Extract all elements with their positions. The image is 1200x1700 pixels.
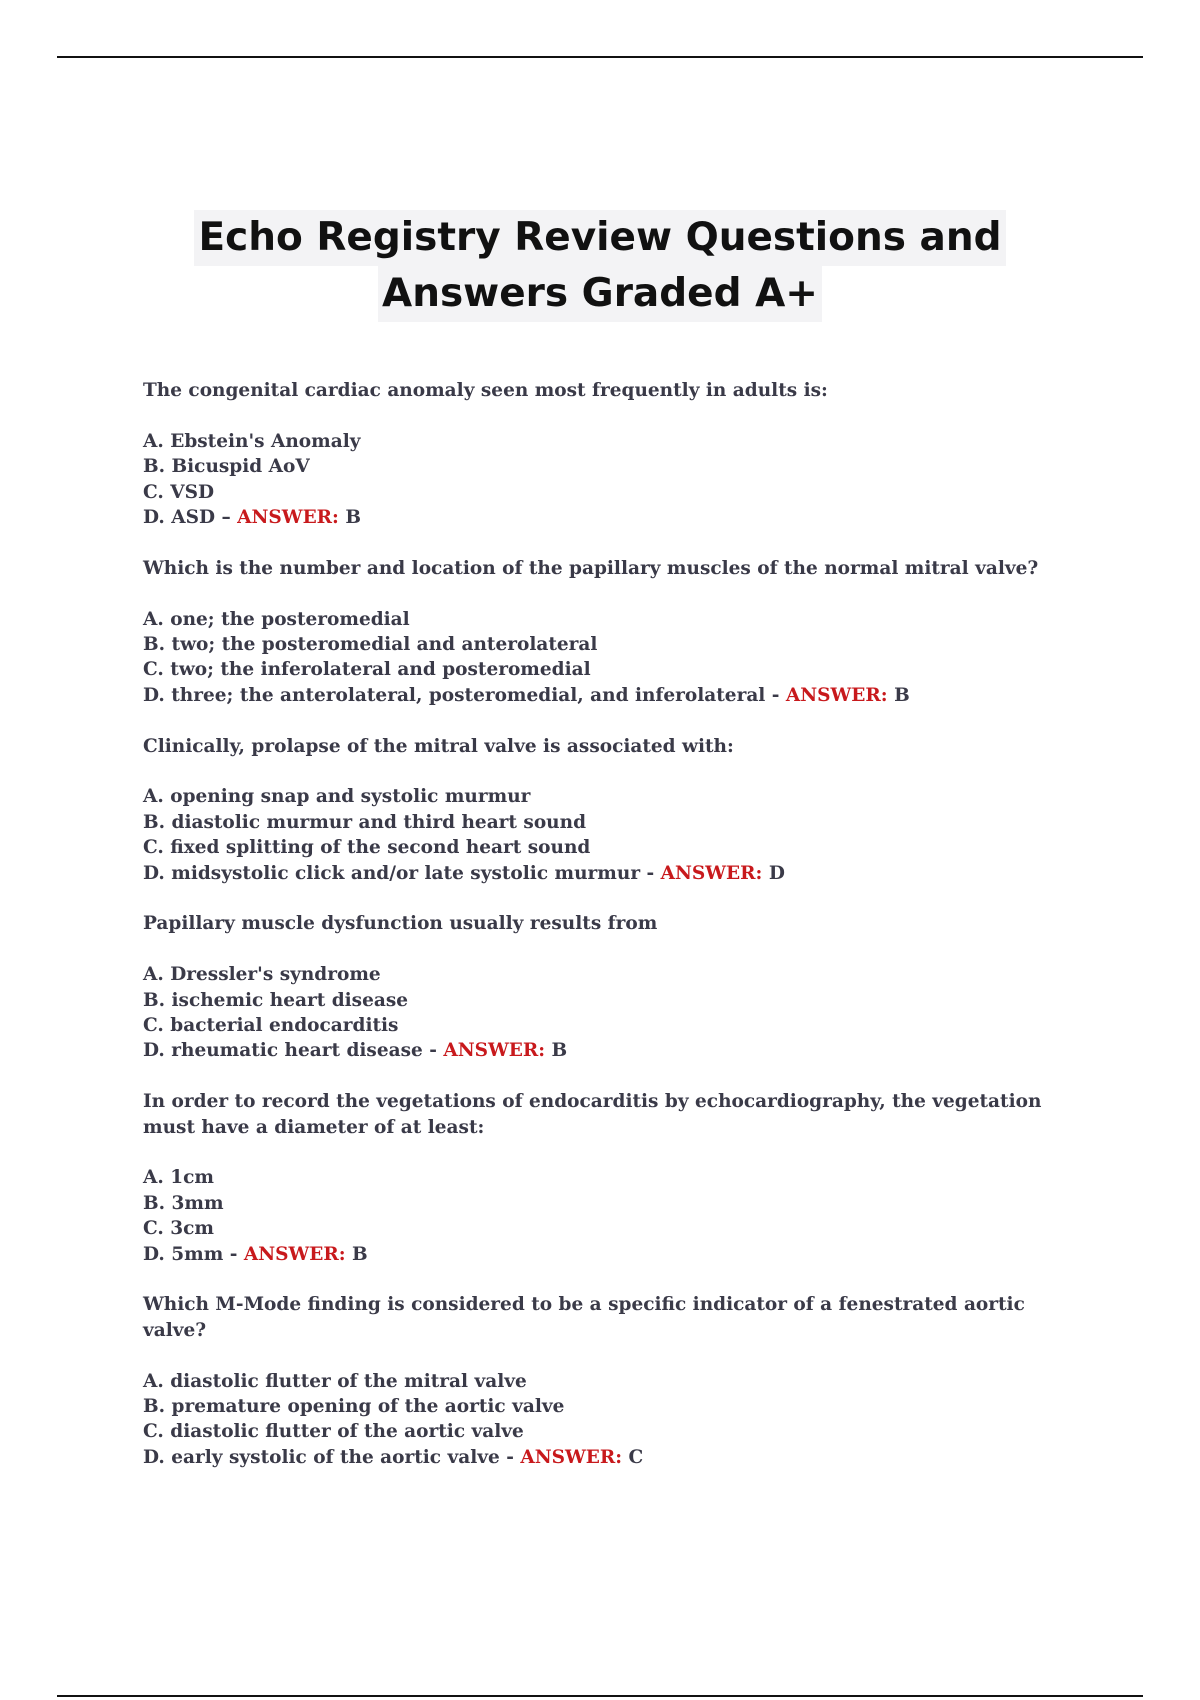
qa-block: [143, 556, 1073, 708]
title-line-2: Answers Graded A+: [378, 266, 822, 322]
answer-value: B: [551, 1040, 568, 1062]
option-c: C. VSD: [143, 481, 215, 503]
option-a: A. Ebstein's Anomaly: [143, 430, 361, 452]
option-d: D. ASD –: [143, 507, 231, 529]
answer-label: ANSWER:: [660, 862, 763, 884]
options-list: [143, 784, 1073, 886]
question-text: Which M-Mode finding is considered to be a specific indicator of a fenestrated aortic valve?: [143, 1294, 1025, 1341]
option-c: C. 3cm: [143, 1218, 214, 1240]
option-a: A. opening snap and systolic murmur: [143, 786, 531, 808]
qa-block: [143, 1089, 1073, 1267]
option-d-line: [143, 861, 1073, 886]
top-rule: [57, 56, 1143, 58]
question-text: The congenital cardiac anomaly seen most frequently in adults is:: [143, 380, 828, 401]
option-a: A. one; the posteromedial: [143, 608, 410, 630]
option-d-line: [143, 1038, 1073, 1063]
qa-block: [143, 734, 1073, 886]
options-list: [143, 607, 1073, 709]
answer-value: B: [894, 684, 910, 706]
answer-value: D: [768, 862, 785, 884]
qa-block: [143, 378, 1073, 530]
option-d-line: [143, 1445, 1073, 1470]
qa-block: [143, 1292, 1073, 1470]
option-a: A. Dressler's syndrome: [143, 964, 381, 986]
option-b: B. 3mm: [143, 1192, 224, 1214]
qa-block: [143, 911, 1073, 1063]
answer-value: C: [628, 1446, 644, 1468]
option-a: A. 1cm: [143, 1167, 214, 1189]
option-d: D. three; the anterolateral, posteromedial, and inferolateral -: [143, 684, 780, 706]
options-list: [143, 1369, 1073, 1471]
option-d: D. rheumatic heart disease -: [143, 1040, 437, 1062]
option-d: D. 5mm -: [143, 1243, 238, 1265]
option-c: C. two; the inferolateral and posteromedial: [143, 659, 591, 681]
option-d-line: [143, 1242, 1073, 1267]
answer-label: ANSWER:: [243, 1243, 346, 1265]
bottom-rule: [57, 1695, 1143, 1697]
qa-content: [143, 378, 1073, 1496]
option-c: C. bacterial endocarditis: [143, 1015, 399, 1037]
option-b: B. diastolic murmur and third heart sound: [143, 811, 587, 833]
answer-value: B: [352, 1243, 368, 1265]
option-c: C. diastolic flutter of the aortic valve: [143, 1421, 524, 1443]
option-d: D. midsystolic click and/or late systolic murmur -: [143, 862, 655, 884]
options-list: [143, 429, 1073, 531]
option-b: B. premature opening of the aortic valve: [143, 1396, 565, 1418]
option-b: B. two; the posteromedial and anterolateral: [143, 634, 598, 656]
options-list: [143, 962, 1073, 1064]
question-text: In order to record the vegetations of endocarditis by echocardiography, the vegetation must have a diameter of at least:: [143, 1091, 1042, 1138]
option-b: B. ischemic heart disease: [143, 989, 409, 1011]
answer-label: ANSWER:: [237, 507, 339, 529]
option-c: C. fixed splitting of the second heart sound: [143, 837, 591, 859]
option-d-line: [143, 505, 1073, 530]
answer-label: ANSWER:: [443, 1040, 546, 1062]
option-b: B. Bicuspid AoV: [143, 456, 310, 478]
question-text: Papillary muscle dysfunction usually results from: [143, 913, 658, 935]
options-list: [143, 1165, 1073, 1267]
option-a: A. diastolic flutter of the mitral valve: [143, 1370, 527, 1392]
question-text: Which is the number and location of the papillary muscles of the normal mitral valve?: [143, 557, 1039, 579]
document-title: [0, 210, 1200, 322]
answer-label: ANSWER:: [785, 684, 888, 706]
answer-label: ANSWER:: [520, 1446, 623, 1468]
question-text: Clinically, prolapse of the mitral valve is associated with:: [143, 735, 734, 757]
option-d: D. early systolic of the aortic valve -: [143, 1446, 514, 1468]
title-line-1: Echo Registry Review Questions and: [194, 210, 1005, 266]
answer-value: B: [345, 507, 361, 529]
option-d-line: [143, 683, 1073, 708]
